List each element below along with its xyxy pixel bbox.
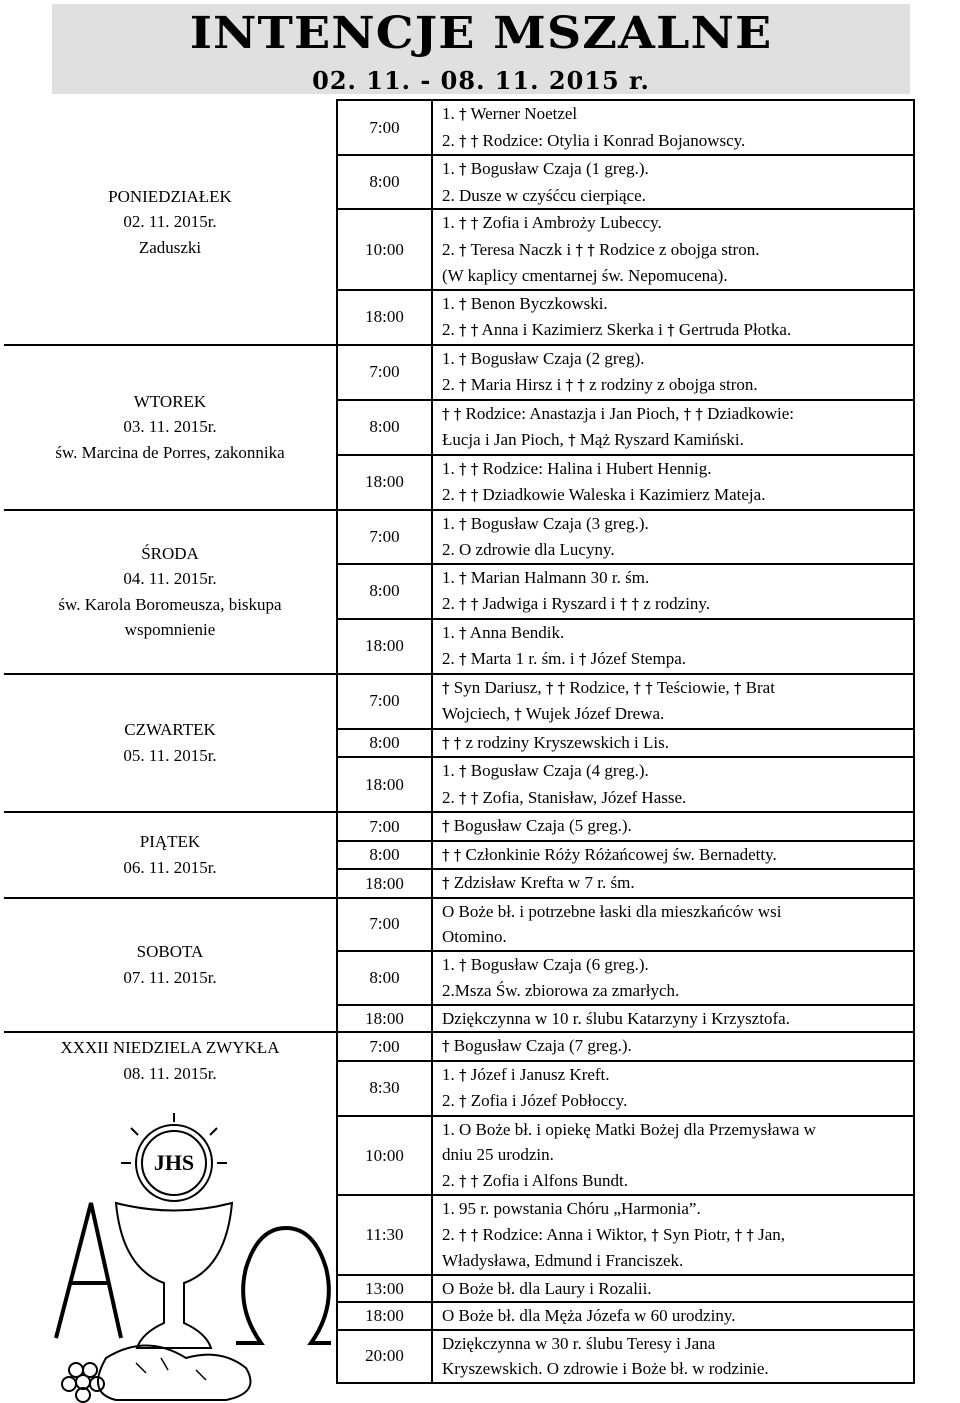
- day-note: św. Karola Boromeusza, biskupa: [58, 594, 282, 614]
- mass-time: 8:00: [337, 155, 432, 209]
- mass-intention: [432, 869, 914, 898]
- mass-intention: [432, 757, 914, 812]
- table-row: [4, 898, 914, 951]
- day-date: 07. 11. 2015r.: [123, 967, 217, 987]
- mass-intention: [432, 1116, 914, 1196]
- mass-time: 7:00: [337, 1032, 432, 1061]
- mass-intention: [432, 155, 914, 209]
- mass-intention: [432, 1302, 914, 1330]
- mass-time: 18:00: [337, 757, 432, 812]
- mass-time: 7:00: [337, 345, 432, 400]
- mass-intention: [432, 619, 914, 674]
- day-note-2: wspomnienie: [124, 620, 216, 639]
- day-date: 05. 11. 2015r.: [123, 745, 217, 765]
- day-name: WTOREK: [133, 391, 207, 411]
- day-name: ŚRODA: [141, 543, 199, 563]
- intention-line: 2. † † Dziadkowie Waleska i Kazimierz Mateja.: [442, 485, 766, 504]
- intention-line: 2. † † Rodzice: Otylia i Konrad Bojanowscy.: [442, 130, 746, 150]
- intention-line: (W kaplicy cmentarnej św. Nepomucena).: [442, 266, 728, 285]
- intention-line: 2. Dusze w czyśćcu cierpiące.: [442, 185, 646, 205]
- mass-time: 8:00: [337, 564, 432, 619]
- intention-line: † † z rodziny Kryszewskich i Lis.: [442, 732, 669, 752]
- intention-line: 1. † Bogusław Czaja (1 greg.).: [442, 159, 649, 178]
- mass-time: 20:00: [337, 1330, 432, 1383]
- day-name: CZWARTEK: [124, 720, 216, 740]
- intention-line: 1. † Józef i Janusz Kreft.: [442, 1064, 610, 1084]
- mass-time: 13:00: [337, 1275, 432, 1303]
- intention-line: 2. † † Jadwiga i Ryszard i † † z rodziny.: [442, 594, 711, 613]
- mass-intention: [432, 1195, 914, 1275]
- day-cell: [4, 510, 337, 674]
- mass-time: 7:00: [337, 100, 432, 155]
- intention-line: 1. † Anna Bendik.: [442, 622, 565, 642]
- mass-time: 18:00: [337, 869, 432, 898]
- day-date: 03. 11. 2015r.: [123, 417, 217, 437]
- page-title: INTENCJE MSZALNE: [189, 8, 773, 59]
- intention-line: † Bogusław Czaja (5 greg.).: [442, 816, 632, 835]
- mass-intention: [432, 209, 914, 290]
- day-name: PONIEDZIAŁEK: [108, 186, 232, 206]
- intention-line: 2. † † Zofia i Alfons Bundt.: [442, 1170, 628, 1190]
- table-row: [4, 674, 914, 729]
- eucharist-emblem-icon: [46, 1108, 336, 1403]
- intention-line: dniu 25 urodzin.: [442, 1145, 554, 1164]
- intention-line: 2.Msza Św. zbiorowa za zmarłych.: [442, 981, 680, 1000]
- day-date: 02. 11. 2015r.: [123, 212, 217, 231]
- mass-time: 7:00: [337, 674, 432, 729]
- mass-time: 7:00: [337, 898, 432, 951]
- mass-time: 10:00: [337, 209, 432, 290]
- mass-time: 18:00: [337, 619, 432, 674]
- mass-time: 18:00: [337, 1005, 432, 1033]
- day-date: 08. 11. 2015r.: [123, 1063, 217, 1083]
- mass-intention: [432, 1330, 914, 1383]
- table-row: [4, 1032, 914, 1061]
- intention-line: 1. † Marian Halmann 30 r. śm.: [442, 567, 650, 587]
- intention-line: 2. O zdrowie dla Lucyny.: [442, 540, 615, 559]
- intention-line: 2. † Marta 1 r. śm. i † Józef Stempa.: [442, 649, 686, 668]
- mass-time: 8:00: [337, 400, 432, 455]
- mass-intention: [432, 812, 914, 841]
- day-cell: [4, 345, 337, 510]
- mass-time: 8:00: [337, 729, 432, 758]
- intention-line: 1. † Bogusław Czaja (4 greg.).: [442, 761, 649, 780]
- day-note: św. Marcina de Porres, zakonnika: [55, 442, 285, 462]
- mass-intention: [432, 951, 914, 1005]
- mass-intention: [432, 841, 914, 870]
- intention-line: 1. † Werner Noetzel: [442, 104, 578, 123]
- intention-line: † Syn Dariusz, † † Rodzice, † † Teściowie, † Brat: [442, 677, 775, 697]
- mass-intention: [432, 100, 914, 155]
- intention-line: 2. † † Rodzice: Anna i Wiktor, † Syn Piotr, † † Jan,: [442, 1224, 786, 1244]
- date-range: 02. 11. - 08. 11. 2015 r.: [312, 66, 650, 95]
- intention-line: Kryszewskich. O zdrowie i Boże bł. w rodzinie.: [442, 1359, 769, 1378]
- day-name: XXXII NIEDZIELA ZWYKŁA: [60, 1038, 280, 1057]
- day-date: 06. 11. 2015r.: [123, 857, 217, 877]
- table-row: [4, 510, 914, 564]
- day-date: 04. 11. 2015r.: [123, 569, 217, 588]
- intention-line: 1. † Benon Byczkowski.: [442, 293, 608, 313]
- monogram-text: JHS: [153, 1150, 195, 1175]
- table-row: [4, 345, 914, 400]
- table-row: [4, 812, 914, 841]
- mass-intention: [432, 729, 914, 758]
- mass-time: 7:00: [337, 510, 432, 564]
- intention-line: 1. † † Zofia i Ambroży Lubeccy.: [442, 213, 662, 232]
- mass-intention: [432, 674, 914, 729]
- day-cell: [4, 898, 337, 1033]
- intention-line: Dziękczynna w 30 r. ślubu Teresy i Jana: [442, 1333, 716, 1353]
- intention-line: Otomino.: [442, 927, 507, 946]
- intention-line: O Boże bł. dla Laury i Rozalii.: [442, 1278, 652, 1298]
- day-cell: [4, 812, 337, 898]
- mass-time: 18:00: [337, 455, 432, 510]
- intention-line: Dziękczynna w 10 r. ślubu Katarzyny i Krzysztofa.: [442, 1008, 790, 1028]
- intention-line: 2. † Zofia i Józef Pobłoccy.: [442, 1091, 628, 1110]
- day-note: Zaduszki: [138, 237, 202, 257]
- mass-intention: [432, 1005, 914, 1033]
- mass-time: 7:00: [337, 812, 432, 841]
- mass-time: 10:00: [337, 1116, 432, 1196]
- mass-time: 18:00: [337, 290, 432, 345]
- mass-intention: [432, 898, 914, 951]
- mass-time: 11:30: [337, 1195, 432, 1275]
- intention-line: 1. O Boże bł. i opiekę Matki Bożej dla Przemysława w: [442, 1119, 816, 1139]
- mass-intention: [432, 455, 914, 510]
- intention-line: † † Członkinie Róży Różańcowej św. Bernadetty.: [442, 844, 777, 864]
- mass-intention: [432, 510, 914, 564]
- mass-time: 8:30: [337, 1061, 432, 1116]
- intention-line: Wojciech, † Wujek Józef Drewa.: [442, 704, 665, 723]
- mass-intention: [432, 290, 914, 345]
- intention-line: † Bogusław Czaja (7 greg.).: [442, 1036, 632, 1055]
- table-row: [4, 100, 914, 155]
- mass-intention: [432, 1061, 914, 1116]
- intention-line: 2. † Teresa Naczk i † † Rodzice z obojga stron.: [442, 239, 760, 259]
- header: [52, 4, 910, 94]
- day-cell: [4, 100, 337, 345]
- intention-line: O Boże bł. i potrzebne łaski dla mieszkańców wsi: [442, 901, 782, 921]
- intention-line: † Zdzisław Krefta w 7 r. śm.: [442, 873, 635, 892]
- day-name: SOBOTA: [136, 942, 204, 962]
- mass-time: 8:00: [337, 951, 432, 1005]
- day-cell: [4, 674, 337, 813]
- mass-intention: [432, 400, 914, 455]
- day-name: PIĄTEK: [139, 832, 201, 852]
- intention-line: Łucja i Jan Pioch, † Mąż Ryszard Kamiński.: [442, 430, 744, 449]
- intention-line: † † Rodzice: Anastazja i Jan Pioch, † † Dziadkowie:: [442, 403, 794, 423]
- intention-line: O Boże bł. dla Męża Józefa w 60 urodziny.: [442, 1306, 736, 1325]
- intention-line: 1. † † Rodzice: Halina i Hubert Hennig.: [442, 458, 712, 478]
- intention-line: 1. † Bogusław Czaja (6 greg.).: [442, 954, 649, 974]
- intention-line: 2. † † Anna i Kazimierz Skerka i † Gertruda Płotka.: [442, 320, 792, 339]
- intention-line: 2. † Maria Hirsz i † † z rodziny z obojga stron.: [442, 375, 758, 394]
- intention-line: 1. 95 r. powstania Chóru „Harmonia”.: [442, 1199, 701, 1218]
- mass-intention: [432, 1032, 914, 1061]
- intention-line: 1. † Bogusław Czaja (2 greg).: [442, 348, 645, 368]
- mass-time: 18:00: [337, 1302, 432, 1330]
- intention-line: Władysława, Edmund i Franciszek.: [442, 1251, 684, 1270]
- mass-intention: [432, 564, 914, 619]
- mass-intention: [432, 1275, 914, 1303]
- intention-line: 2. † † Zofia, Stanisław, Józef Hasse.: [442, 787, 687, 807]
- mass-intention: [432, 345, 914, 400]
- intention-line: 1. † Bogusław Czaja (3 greg.).: [442, 513, 649, 533]
- mass-time: 8:00: [337, 841, 432, 870]
